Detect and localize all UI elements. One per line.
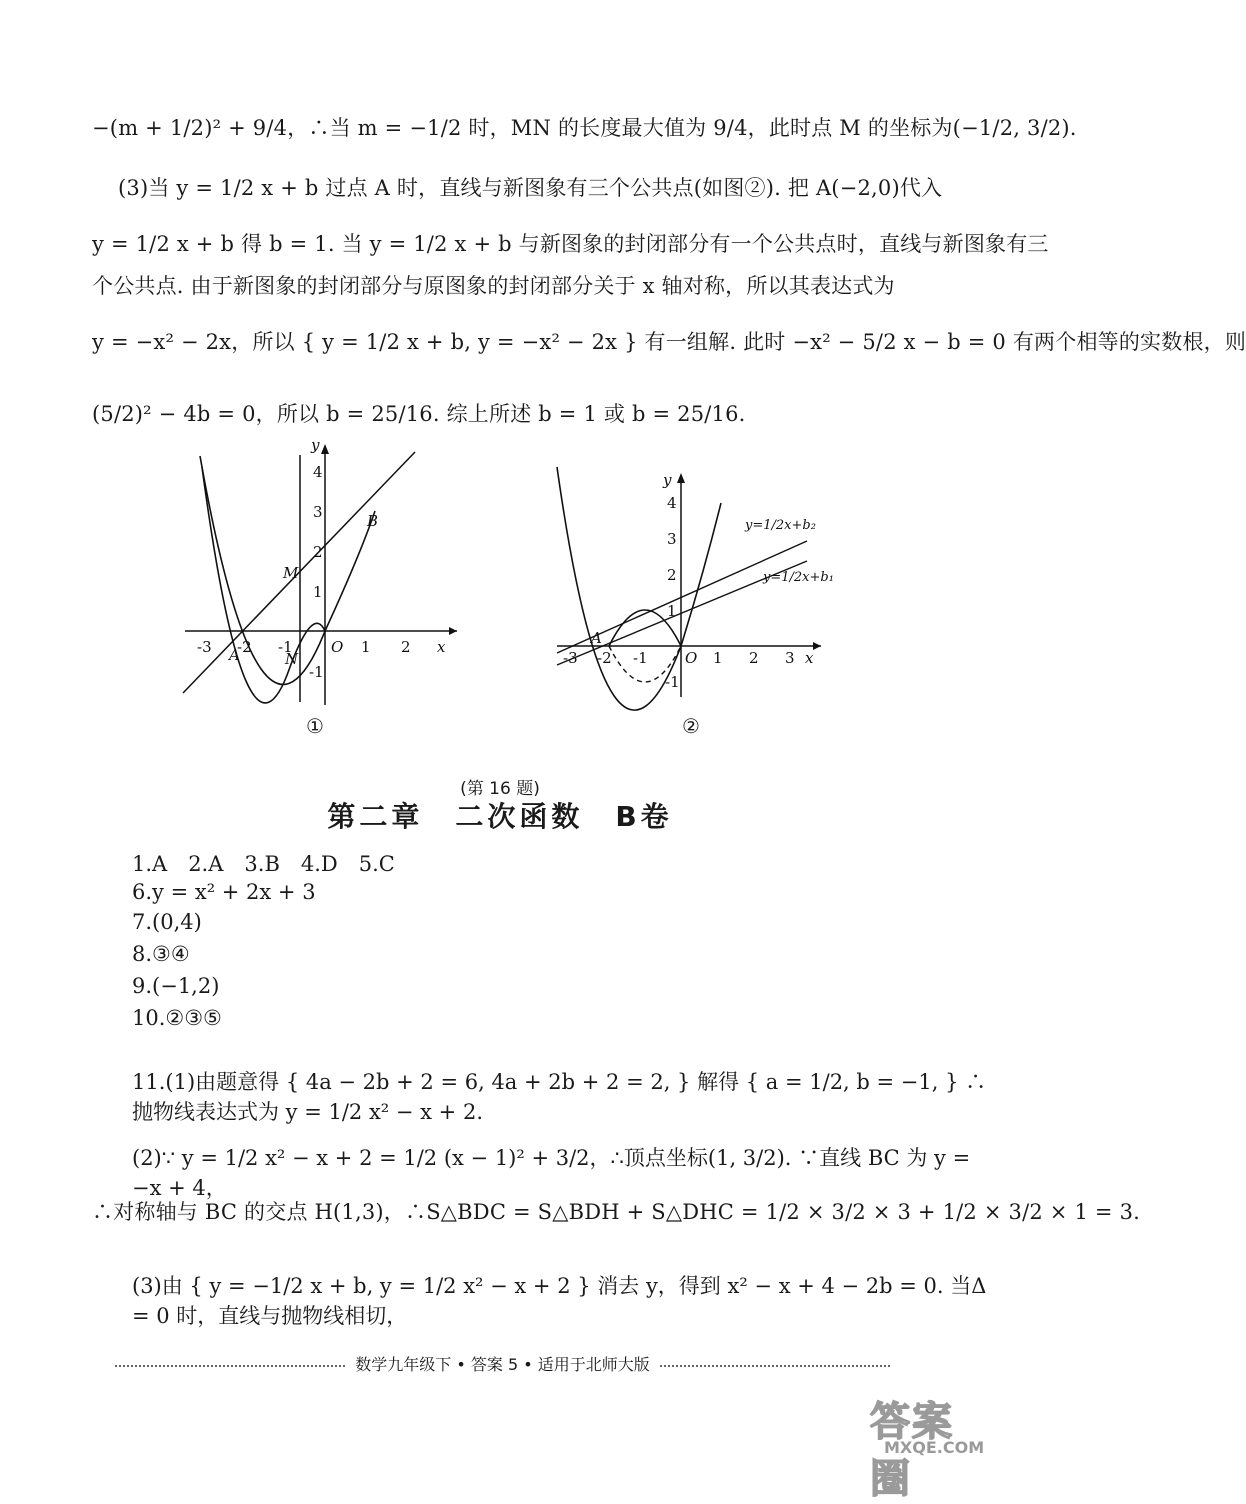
q11-part3: (3)由 { y = −1/2 x + b, y = 1/2 x² − x + 2 } 消去 y，得到 x² − x + 4 − 2b = 0. 当Δ = 0 时，直线与抛物线相切，	[132, 1274, 987, 1328]
answer-line-1: 1.A 2.A 3.B 4.D 5.C	[132, 852, 395, 876]
solution-line-1: −(m + 1/2)² + 9/4，∴当 m = −1/2 时，MN 的长度最大值为 9/4，此时点 M 的坐标为(−1/2, 3/2).	[92, 116, 1077, 140]
solution-line-3: y = 1/2 x + b 得 b = 1. 当 y = 1/2 x + b 与新图象的封闭部分有一个公共点时，直线与新图象有三	[92, 232, 1049, 256]
watermark-logo	[870, 1390, 995, 1502]
tick2-x-3: 3	[785, 649, 795, 667]
answer-line-7: 7.(0,4)	[132, 910, 202, 934]
point-m-label: M	[283, 564, 299, 582]
x-axis2-label: x	[805, 649, 814, 667]
figure-1-label: ①	[306, 714, 324, 738]
q11-part1: 11.(1)由题意得 { 4a − 2b + 2 = 6, 4a + 2b + 2 = 2, } 解得 { a = 1/2, b = −1, } ∴抛物线表达式为 y = 1/2 x² − x + 2.	[132, 1070, 987, 1124]
tick2-x-2: 2	[749, 649, 759, 667]
tick-y-3: 3	[313, 503, 323, 521]
figure-2-graph	[545, 465, 835, 705]
line-b1-label: y=1/2x+b₁	[763, 570, 834, 585]
tick-x-1: 1	[361, 638, 371, 656]
tick-x-neg1: -1	[278, 638, 293, 656]
point-n-label: N	[285, 650, 299, 668]
tick-x-2: 2	[401, 638, 411, 656]
answer-line-10: 10.②③⑤	[132, 1006, 222, 1030]
line-b2-label: y=1/2x+b₂	[745, 518, 816, 533]
footer-text: 数学九年级下 • 答案 5 • 适用于北师大版	[355, 1355, 650, 1374]
solution-line-6: (5/2)² − 4b = 0，所以 b = 25/16. 综上所述 b = 1 或 b = 25/16.	[92, 402, 746, 426]
tick-y-1: 1	[313, 583, 323, 601]
tick2-y-3: 3	[667, 530, 677, 548]
point-a-label: A	[229, 646, 240, 664]
watermark-domain: MXQE.COM	[884, 1438, 985, 1457]
tick-y-4: 4	[313, 463, 323, 481]
solution-line-5: y = −x² − 2x，所以 { y = 1/2 x + b, y = −x² − 2x } 有一组解. 此时 −x² − 5/2 x − b = 0 有两个相等的实数根，则	[92, 330, 1246, 354]
page-footer	[90, 1352, 915, 1375]
parabola-2	[557, 467, 721, 710]
watermark-main-text: 答案圈	[870, 1399, 954, 1502]
tick2-y-2: 2	[667, 566, 677, 584]
answer-line-8: 8.③④	[132, 942, 190, 966]
q11-part2: (2)∵ y = 1/2 x² − x + 2 = 1/2 (x − 1)² + 3/2，∴顶点坐标(1, 3/2). ∵直线 BC 为 y = −x + 4，	[132, 1146, 971, 1200]
point2-a-label: A	[591, 629, 602, 647]
origin2-label: O	[685, 649, 698, 667]
footer-dots-left	[115, 1365, 345, 1367]
tick-y-2: 2	[313, 543, 323, 561]
tick2-x-neg3: -3	[563, 649, 578, 667]
q11-area-line: ∴对称轴与 BC 的交点 H(1,3)，∴S△BDC = S△BDH + S△DHC = 1/2 × 3/2 × 3 + 1/2 × 3/2 × 1 = 3.	[92, 1200, 1141, 1224]
tick2-y-1: 1	[667, 602, 677, 620]
tick-y-neg1: -1	[309, 663, 324, 681]
origin-label: O	[331, 638, 344, 656]
solution-line-2: (3)当 y = 1/2 x + b 过点 A 时，直线与新图象有三个公共点(如图②). 把 A(−2,0)代入	[118, 176, 943, 200]
tick-x-neg3: -3	[197, 638, 212, 656]
y-axis2-label: y	[663, 471, 672, 489]
figure-caption: (第 16 题)	[460, 779, 540, 799]
tick2-x-neg2: -2	[597, 649, 612, 667]
footer-dots-right	[660, 1365, 890, 1367]
tick2-x-neg1: -1	[633, 649, 648, 667]
answer-line-9: 9.(−1,2)	[132, 974, 220, 998]
point-b-label: B	[367, 512, 379, 530]
solution-line-4: 个公共点. 由于新图象的封闭部分与原图象的封闭部分关于 x 轴对称，所以其表达式为	[92, 274, 895, 298]
answer-line-6: 6.y = x² + 2x + 3	[132, 880, 316, 904]
tick2-y-4: 4	[667, 494, 677, 512]
figure-1-graph	[175, 436, 465, 710]
tick-x-neg2: -2	[237, 638, 252, 656]
y-axis-label: y	[311, 436, 320, 454]
x-axis-label: x	[437, 638, 446, 656]
figure-2-label: ②	[682, 714, 700, 738]
chapter-title: 第二章 二次函数 B卷	[327, 800, 673, 833]
tick2-x-1: 1	[713, 649, 723, 667]
tick2-y-neg1: -1	[665, 673, 680, 691]
